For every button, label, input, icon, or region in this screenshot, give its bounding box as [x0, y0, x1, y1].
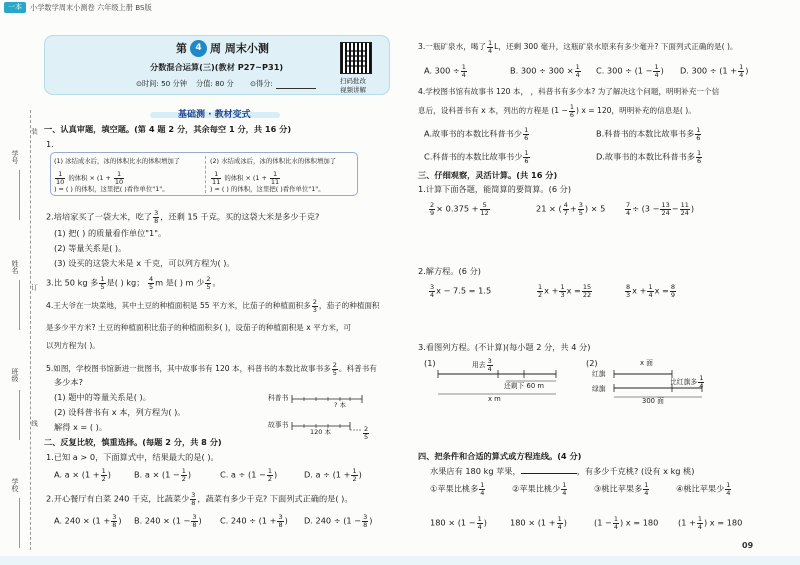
q1-part1-line1: (1) 冰结成水后，冰的体积比水的体积增加了: [54, 157, 181, 165]
q5-line1: 5.如图，学校图书馆新进一批图书，其中故事书有 120 本，科普书的本数比故事书多 $\frac{2}{5}$ 。科普书有: [46, 361, 377, 377]
series-badge: 一本: [4, 2, 26, 13]
q4-line2: 是多少平方米? 土豆的种植面积比茄子的种植面积多( )，设茄子的种植面积是 x 平方米，可: [46, 323, 352, 332]
calc-3-used: 用去 $\frac{3}{4}$: [472, 357, 492, 373]
match-expression-1[interactable]: 180 × (1 − $\frac{1}{4}$ ): [430, 515, 487, 531]
q2-2-option-a[interactable]: A. 240 × (1 + $\frac{3}{8}$ ): [54, 513, 122, 529]
match-question: 水果店有 180 kg 苹果， ，有多少千克桃? (设有 x kg 桃): [430, 466, 695, 476]
fraction: $\frac{1}{4}$: [613, 515, 619, 531]
fraction: $\frac{4}{7}$: [563, 201, 568, 217]
fraction: $\frac{1}{6}$: [696, 126, 701, 142]
fraction: $\frac{1}{11}$: [270, 170, 280, 186]
qr-caption-2: 视频讲解: [340, 86, 366, 94]
q2-4-line2: 息后，设科普书有 x 本，列出的方程是 (1 − $\frac{1}{6}$ ) x = 120，明明补充的信息是( )。: [418, 103, 696, 119]
cut-mark-3: 线: [30, 420, 38, 427]
q1-part2-line1: (2) 水结成冰后，冰的体积比水的体积增加了: [210, 157, 337, 165]
calc-3-green: 绿旗: [592, 385, 606, 393]
fraction: $\frac{3}{8}$: [278, 513, 283, 529]
fraction: $\frac{1}{4}$: [654, 63, 659, 79]
q2-part3: (3) 设买的这袋大米是 x 千克，可以列方程为( )。: [54, 258, 235, 268]
q2-3-option-d[interactable]: D. 300 ÷ (1 + $\frac{1}{4}$ ): [680, 63, 749, 79]
calc-3-part1-label: (1): [424, 358, 436, 368]
week-prefix: 第: [176, 42, 187, 55]
q2-3-stem: 3.一瓶矿泉水，喝了 $\frac{1}{4}$ L，还剩 300 毫升，这瓶矿泉水原来有多少毫升? 下面列式正确的是( )。: [418, 39, 738, 55]
q1-part1-line3: ) = ( ) 的体积，这里把( )看作单位"1"。: [54, 185, 169, 193]
q5-part2: (2) 设科普书有 x 本，列方程为( )。: [54, 407, 186, 417]
q2-2-option-b[interactable]: B. 240 × (1 − $\frac{3}{8}$ ): [134, 513, 202, 529]
fraction: $\frac{1}{11}$: [212, 170, 221, 186]
fraction: $\frac{1}{4}$: [557, 515, 562, 531]
fraction: $\frac{1}{4}$: [739, 63, 744, 79]
calc-3-title: 3.看图列方程。(不计算)(每小题 2 分，共 4 分): [418, 342, 591, 352]
section-4-title: 四、把条件和合适的算式或方程连线。(4 分): [418, 451, 582, 461]
score-info: 分值: 80 分: [196, 79, 234, 88]
top-strip: [0, 0, 800, 16]
fraction: $\frac{2}{9}$: [430, 201, 435, 217]
time-info: ⊙时间: 50 分钟: [136, 79, 187, 88]
q2-2-option-c[interactable]: C. 240 ÷ (1 + $\frac{3}{8}$ ): [220, 513, 288, 529]
sidebar-label-school: 学校: [11, 478, 19, 492]
q3-stem: 3.比 50 kg 多 $\frac{1}{5}$ 是( ) kg； $\frac{4}{5}$ m 是( ) m 少 $\frac{2}{5}$ 。: [46, 275, 221, 291]
q2-2-option-d[interactable]: D. 240 ÷ (1 − $\frac{3}{8}$ ): [304, 513, 373, 529]
section-1-title: 一、认真审题，填空题。(第 4 题 2 分，其余每空 1 分，共 16 分): [44, 124, 292, 134]
fraction: $\frac{1}{4}$: [488, 39, 493, 55]
fraction: $\frac{1}{4}$: [699, 374, 704, 390]
q2-1-stem: 1.已知 a > 0，下面算式中，结果最大的是( )。: [46, 452, 219, 462]
fraction: $\frac{3}{8}$: [191, 491, 196, 507]
fraction: $\frac{1}{6}$: [524, 149, 529, 165]
fraction: $\frac{3}{5}$: [578, 201, 583, 217]
q2-4-option-b[interactable]: B.科普书的本数比故事书多 $\frac{1}{6}$: [596, 126, 701, 142]
cut-mark-2: 订: [30, 284, 38, 291]
fraction: $\frac{1}{4}$: [480, 481, 485, 497]
calc-3-diagram-1: [436, 366, 566, 402]
fraction: $\frac{13}{24}$: [661, 201, 670, 217]
qr-caption-1: 扫码批改: [340, 77, 366, 85]
calc-2-c: $\frac{8}{3}$ x + $\frac{1}{4}$ x = $\frac{8}{9}$: [626, 283, 676, 299]
fraction: $\frac{1}{3}$: [560, 283, 565, 299]
fraction: $\frac{2}{5}$: [332, 361, 337, 377]
q2-3-option-b[interactable]: B. 300 ÷ 300 × $\frac{1}{4}$: [510, 63, 580, 79]
fraction: $\frac{11}{24}$: [680, 201, 689, 217]
q5-part3: 解得 x = ( )。: [54, 422, 108, 432]
q2-3-option-a[interactable]: A. 300 ÷ $\frac{1}{4}$: [424, 63, 466, 79]
sidebar-label-class: 班级: [11, 368, 19, 382]
earned-info: ⊙得分:: [250, 79, 273, 88]
q1-part2-line3: ) = ( ) 的体积，这里把( )看作单位"1"。: [210, 185, 325, 193]
fraction: $\frac{1}{4}$: [726, 481, 731, 497]
fraction: $\frac{1}{4}$: [648, 283, 653, 299]
q2-3-option-c[interactable]: C. 300 ÷ (1 − $\frac{1}{4}$ ): [596, 63, 664, 79]
fraction: $\frac{1}{6}$: [696, 149, 702, 165]
match-condition-3[interactable]: ③桃比苹果多 $\frac{1}{4}$: [594, 481, 649, 497]
q2-2-stem: 2.开心餐厅有白菜 240 千克，比蔬菜少 $\frac{3}{8}$ ，蔬菜有多少千克? 下面列式正确的是( )。: [46, 491, 353, 507]
calc-1-c: $\frac{7}{4}$ ÷ (3 − $\frac{13}{24}$ − $\frac{11}{24}$ ): [626, 201, 695, 217]
calc-1-title: 1.计算下面各题，能简算的要简算。(6 分): [418, 184, 572, 194]
fraction: $\frac{8}{9}$: [670, 283, 676, 299]
q1-part2-line2: $\frac{1}{11}$ 的体积 × (1 + $\frac{1}{11}$: [212, 170, 280, 186]
calc-1-a: $\frac{2}{9}$ × 0.375 + $\frac{5}{12}$: [430, 201, 489, 217]
fraction: $\frac{3}{8}$: [112, 513, 117, 529]
match-condition-1[interactable]: ①苹果比桃多 $\frac{1}{4}$: [430, 481, 485, 497]
fraction: $\frac{8}{3}$: [626, 283, 631, 299]
section-ribbon: 基础测 · 教材变式: [150, 107, 280, 123]
match-condition-2[interactable]: ②苹果比桃少 $\frac{1}{4}$: [512, 481, 567, 497]
footer-bar: [0, 556, 800, 565]
cut-mark-1: 装: [30, 128, 38, 135]
q2-1-option-a[interactable]: A. a × (1 + $\frac{1}{2}$ ): [54, 467, 111, 483]
calc-1-b: 21 × ( $\frac{4}{7}$ + $\frac{3}{5}$ ) × 5: [536, 201, 606, 217]
q4-line1: 4.王大爷在一块菜地，其中土豆的种植面积是 55 平方米，比茄子的种植面积多 $\frac{2}{3}$ ，茄子的种植面积: [46, 298, 380, 314]
q2-4-line1: 4.学校图书馆有故事书 120 本， ，科普书有多少本? 为了解决这个问题，明明补充一个信: [418, 87, 720, 96]
fraction: $\frac{1}{6}$: [524, 126, 529, 142]
fraction: $\frac{5}{12}$: [480, 201, 489, 217]
q1-part1-line2: $\frac{1}{10}$ 的体积 × (1 + $\frac{1}{10}$: [56, 170, 124, 186]
q2-part1: (1) 把( ) 的质量看作单位"1"。: [54, 228, 167, 238]
calc-3-red: 红旗: [592, 370, 606, 378]
calc-3-more: 比红旗多 $\frac{1}{4}$: [670, 374, 704, 390]
calc-2-a: $\frac{3}{4}$ x − 7.5 = 1.5: [430, 283, 492, 299]
fraction: $\frac{1}{4}$: [477, 515, 482, 531]
calc-3-part2-label: (2): [586, 358, 598, 368]
fraction: $\frac{1}{10}$: [114, 170, 124, 186]
fraction: $\frac{3}{4}$: [487, 357, 492, 373]
calc-3-left: 还剩下 60 m: [504, 382, 544, 390]
calc-2-b: $\frac{1}{2}$ x + $\frac{1}{3}$ x = $\frac{15}{22}$: [538, 283, 592, 299]
q2-part2: (2) 等量关系是( )。: [54, 243, 127, 253]
calc-3-x: x m: [488, 395, 501, 403]
q2-1-option-d[interactable]: D. a ÷ (1 + $\frac{1}{2}$ ): [304, 467, 362, 483]
q5-line2: 多少本?: [54, 377, 83, 387]
match-condition-4[interactable]: ④桃比苹果少 $\frac{1}{4}$: [676, 481, 731, 497]
q5-fig-label-science: 科普书: [268, 394, 289, 402]
page-number: 09: [742, 541, 754, 550]
fraction: $\frac{4}{5}$: [149, 275, 154, 291]
fraction: $\frac{1}{4}$: [562, 481, 567, 497]
fraction: $\frac{1}{4}$: [461, 63, 466, 79]
q5-fig-120: 120 本: [310, 428, 331, 436]
cut-line: [30, 110, 31, 550]
calc-3-300: 300 面: [642, 397, 664, 405]
fraction: $\frac{2}{3}$: [312, 298, 317, 314]
q5-fig-fraction: [362, 426, 370, 440]
q2-4-option-c[interactable]: C.科普书的本数比故事书少 $\frac{1}{6}$: [424, 149, 529, 165]
q4-line3: 以列方程为( )。: [46, 341, 100, 350]
sidebar-label-number: 学号: [11, 150, 19, 164]
fraction: $\frac{3}{8}$: [154, 209, 159, 225]
calc-2-title: 2.解方程。(6 分): [418, 266, 481, 276]
calc-3-xm: x 面: [640, 359, 653, 367]
section-2-title: 二、反复比较，慎重选择。(每题 2 分，共 8 分): [44, 437, 222, 447]
fraction: $\frac{1}{6}$: [569, 103, 574, 119]
fraction: $\frac{15}{22}$: [582, 283, 592, 299]
fraction: $\frac{1}{4}$: [575, 63, 580, 79]
q2-1-option-b[interactable]: B. a × (1 − $\frac{1}{2}$ ): [134, 467, 192, 483]
match-expression-3[interactable]: (1 − $\frac{1}{4}$ ) x = 180: [594, 515, 659, 531]
fraction: $\frac{3}{4}$: [430, 283, 435, 299]
breadcrumb: 小学数学周末小测卷 六年级上册 BS版: [30, 3, 152, 12]
fraction: $\frac{7}{4}$: [626, 201, 631, 217]
qr-code[interactable]: [340, 42, 372, 74]
sidebar-label-name: 姓名: [11, 260, 19, 274]
fraction: $\frac{1}{4}$: [644, 481, 649, 497]
fraction: $\frac{2}{5}$: [206, 275, 211, 291]
fraction: $\frac{1}{4}$: [697, 515, 703, 531]
subtitle: 分数混合运算(三)(教材 P27~P31): [150, 62, 284, 72]
fraction: $\frac{1}{2}$: [101, 467, 106, 483]
fraction: $\frac{1}{2}$: [538, 283, 543, 299]
fraction: $\frac{3}{8}$: [192, 513, 197, 529]
q2-4-option-a[interactable]: A.故事书的本数比科普书少 $\frac{1}{6}$: [424, 126, 529, 142]
blank-field[interactable]: [521, 465, 577, 474]
fraction: $\frac{1}{5}$: [100, 275, 105, 291]
q2-stem: 2.培培家买了一袋大米，吃了 $\frac{3}{8}$ ，还剩 15 千克。买的这袋大米是多少千克?: [46, 209, 320, 225]
q1-label: 1.: [46, 139, 54, 149]
match-expression-2[interactable]: 180 × (1 + $\frac{1}{4}$ ): [510, 515, 567, 531]
fraction: $\frac{1}{2}$: [181, 467, 186, 483]
week-number-badge: 4: [190, 40, 207, 57]
fraction: $\frac{3}{8}$: [363, 513, 368, 529]
fraction: $\frac{1}{10}$: [56, 170, 65, 186]
q2-1-option-c[interactable]: C. a ÷ (1 − $\frac{1}{2}$ ): [220, 467, 278, 483]
q5-part1: (1) 题中的等量关系是( )。: [54, 392, 151, 402]
q2-4-option-d[interactable]: D.故事书的本数比科普书多 $\frac{1}{6}$: [596, 149, 702, 165]
match-expression-4[interactable]: (1 + $\frac{1}{4}$ ) x = 180: [678, 515, 743, 531]
q5-fig-unknown: ? 本: [334, 401, 347, 409]
page-title: 周 周末小测: [210, 42, 269, 55]
fraction: $\frac{1}{2}$: [267, 467, 273, 483]
fraction: $\frac{2}{5}$: [364, 425, 369, 441]
fraction: $\frac{1}{2}$: [352, 467, 357, 483]
section-3-title: 三、仔细观察，灵活计算。(共 16 分): [418, 170, 558, 180]
q5-fig-label-story: 故事书: [268, 421, 289, 429]
